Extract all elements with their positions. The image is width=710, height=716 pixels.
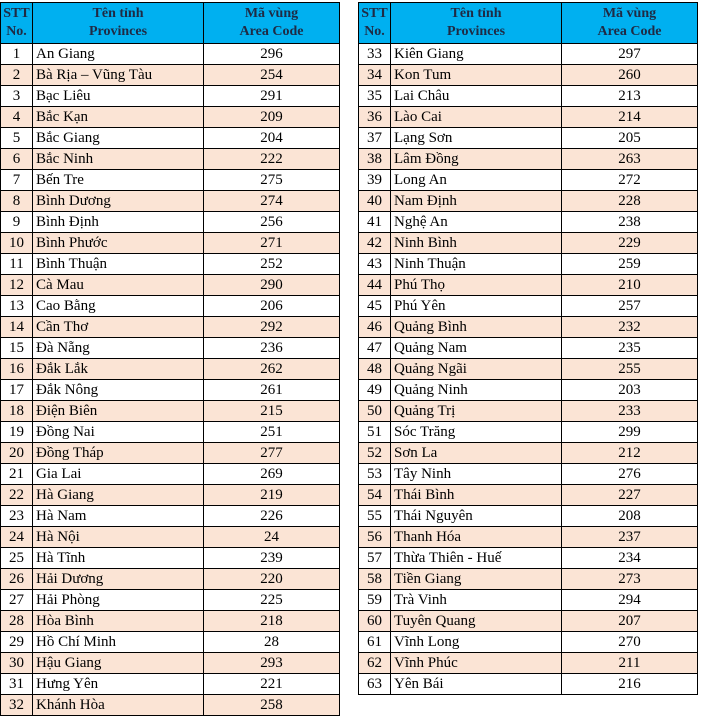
area-code: 270: [562, 632, 698, 653]
row-number: 42: [359, 233, 391, 254]
table-row: [359, 485, 698, 506]
row-number: 26: [1, 569, 33, 590]
area-code: 219: [204, 485, 340, 506]
province-name: Tây Ninh: [391, 464, 562, 485]
table-row: [359, 590, 698, 611]
province-name: Kiên Giang: [391, 44, 562, 65]
province-name: Lai Châu: [391, 86, 562, 107]
area-code: 259: [562, 254, 698, 275]
table-row: [359, 254, 698, 275]
row-number: 48: [359, 359, 391, 380]
row-number: 1: [1, 44, 33, 65]
row-number: 51: [359, 422, 391, 443]
row-number: 21: [1, 464, 33, 485]
table-row: [1, 653, 340, 674]
province-name: Sóc Trăng: [391, 422, 562, 443]
table-body-left: [1, 44, 340, 716]
row-number: 63: [359, 674, 391, 695]
row-number: 58: [359, 569, 391, 590]
area-code: 272: [562, 170, 698, 191]
table-row: [1, 44, 340, 65]
table-row: [359, 569, 698, 590]
table-row: [1, 170, 340, 191]
table-row: [1, 464, 340, 485]
row-number: 14: [1, 317, 33, 338]
table-row: [359, 191, 698, 212]
row-number: 59: [359, 590, 391, 611]
province-name: An Giang: [33, 44, 204, 65]
header-no: [1, 3, 33, 44]
province-name: Hải Phòng: [33, 590, 204, 611]
row-number: 38: [359, 149, 391, 170]
province-name: Phú Thọ: [391, 275, 562, 296]
table-row: [1, 611, 340, 632]
row-number: 49: [359, 380, 391, 401]
row-number: 53: [359, 464, 391, 485]
province-name: Hồ Chí Minh: [33, 632, 204, 653]
province-name: Cà Mau: [33, 275, 204, 296]
area-code: 222: [204, 149, 340, 170]
province-name: Hà Tĩnh: [33, 548, 204, 569]
row-number: 34: [359, 65, 391, 86]
province-name: Ninh Thuận: [391, 254, 562, 275]
area-code: 274: [204, 191, 340, 212]
row-number: 13: [1, 296, 33, 317]
row-number: 52: [359, 443, 391, 464]
province-name: Thanh Hóa: [391, 527, 562, 548]
row-number: 31: [1, 674, 33, 695]
province-name: Trà Vinh: [391, 590, 562, 611]
area-code: 254: [204, 65, 340, 86]
header-area-code: [204, 3, 340, 44]
header-code-vi: Mã vùng: [602, 6, 657, 21]
row-number: 27: [1, 590, 33, 611]
province-name: Lào Cai: [391, 107, 562, 128]
area-code: 277: [204, 443, 340, 464]
area-code: 214: [562, 107, 698, 128]
area-code: 296: [204, 44, 340, 65]
province-name: Nghệ An: [391, 212, 562, 233]
row-number: 37: [359, 128, 391, 149]
table-row: [1, 254, 340, 275]
header-province-en: Provinces: [88, 24, 148, 39]
table-row: [1, 149, 340, 170]
province-name: Sơn La: [391, 443, 562, 464]
table-row: [1, 212, 340, 233]
area-code: 299: [562, 422, 698, 443]
province-name: Nam Định: [391, 191, 562, 212]
area-code: 260: [562, 65, 698, 86]
row-number: 20: [1, 443, 33, 464]
table-row: [359, 212, 698, 233]
province-name: Phú Yên: [391, 296, 562, 317]
area-code: 204: [204, 128, 340, 149]
province-name: Quảng Trị: [391, 401, 562, 422]
table-row: [1, 695, 340, 716]
table-row: [1, 485, 340, 506]
table-header-right: [359, 3, 698, 44]
area-code: 234: [562, 548, 698, 569]
province-name: Lâm Đồng: [391, 149, 562, 170]
row-number: 8: [1, 191, 33, 212]
province-name: Vĩnh Phúc: [391, 653, 562, 674]
table-row: [1, 380, 340, 401]
area-code: 235: [562, 338, 698, 359]
table-row: [1, 338, 340, 359]
province-name: Bắc Giang: [33, 128, 204, 149]
province-name: Long An: [391, 170, 562, 191]
province-name: Quảng Nam: [391, 338, 562, 359]
area-code: 209: [204, 107, 340, 128]
table-row: [359, 527, 698, 548]
row-number: 11: [1, 254, 33, 275]
province-name: Đắk Nông: [33, 380, 204, 401]
area-code: 213: [562, 86, 698, 107]
province-name: Hải Dương: [33, 569, 204, 590]
table-row: [359, 548, 698, 569]
area-code: 262: [204, 359, 340, 380]
row-number: 9: [1, 212, 33, 233]
table-row: [359, 653, 698, 674]
area-code: 225: [204, 590, 340, 611]
area-code: 238: [562, 212, 698, 233]
row-number: 43: [359, 254, 391, 275]
province-name: Điện Biên: [33, 401, 204, 422]
area-code: 212: [562, 443, 698, 464]
area-code: 237: [562, 527, 698, 548]
area-code: 297: [562, 44, 698, 65]
row-number: 4: [1, 107, 33, 128]
area-code: 263: [562, 149, 698, 170]
area-code: 228: [562, 191, 698, 212]
table-row: [359, 443, 698, 464]
table-row: [1, 233, 340, 254]
table-row: [1, 527, 340, 548]
area-code: 291: [204, 86, 340, 107]
area-code: 269: [204, 464, 340, 485]
row-number: 22: [1, 485, 33, 506]
row-number: 40: [359, 191, 391, 212]
row-number: 36: [359, 107, 391, 128]
table-row: [1, 359, 340, 380]
table-row: [359, 170, 698, 191]
table-row: [1, 506, 340, 527]
province-name: Bình Dương: [33, 191, 204, 212]
table-row: [359, 674, 698, 695]
header-code-vi: Mã vùng: [244, 6, 299, 21]
row-number: 41: [359, 212, 391, 233]
area-code: 206: [204, 296, 340, 317]
province-name: Vĩnh Long: [391, 632, 562, 653]
table-row: [1, 632, 340, 653]
province-name: Quảng Ninh: [391, 380, 562, 401]
row-number: 62: [359, 653, 391, 674]
table-row: [359, 422, 698, 443]
area-code: 203: [562, 380, 698, 401]
area-code: 290: [204, 275, 340, 296]
table-row: [1, 590, 340, 611]
province-name: Bình Định: [33, 212, 204, 233]
area-code: 205: [562, 128, 698, 149]
province-name: Lạng Sơn: [391, 128, 562, 149]
header-no: [359, 3, 391, 44]
area-code: 236: [204, 338, 340, 359]
area-code: 220: [204, 569, 340, 590]
row-number: 17: [1, 380, 33, 401]
province-name: Thái Bình: [391, 485, 562, 506]
province-name: Hà Giang: [33, 485, 204, 506]
row-number: 2: [1, 65, 33, 86]
table-row: [1, 128, 340, 149]
header-province-en: Provinces: [446, 24, 506, 39]
province-name: Thừa Thiên - Huế: [391, 548, 562, 569]
table-row: [359, 317, 698, 338]
province-name: Yên Bái: [391, 674, 562, 695]
table-row: [359, 275, 698, 296]
header-province: [33, 3, 204, 44]
table-row: [1, 569, 340, 590]
province-name: Cần Thơ: [33, 317, 204, 338]
area-code: 211: [562, 653, 698, 674]
row-number: 47: [359, 338, 391, 359]
row-number: 60: [359, 611, 391, 632]
header-no-en: No.: [6, 24, 27, 39]
area-code: 229: [562, 233, 698, 254]
row-number: 45: [359, 296, 391, 317]
row-number: 39: [359, 170, 391, 191]
province-name: Bắc Ninh: [33, 149, 204, 170]
table-row: [359, 44, 698, 65]
province-name: Bình Thuận: [33, 254, 204, 275]
area-code: 218: [204, 611, 340, 632]
province-name: Kon Tum: [391, 65, 562, 86]
row-number: 19: [1, 422, 33, 443]
row-number: 61: [359, 632, 391, 653]
row-number: 15: [1, 338, 33, 359]
row-number: 16: [1, 359, 33, 380]
province-name: Bắc Kạn: [33, 107, 204, 128]
row-number: 18: [1, 401, 33, 422]
row-number: 10: [1, 233, 33, 254]
table-row: [359, 506, 698, 527]
header-code-en: Area Code: [597, 24, 662, 39]
table-row: [359, 86, 698, 107]
province-name: Bạc Liêu: [33, 86, 204, 107]
province-name: Thái Nguyên: [391, 506, 562, 527]
row-number: 56: [359, 527, 391, 548]
province-name: Tiền Giang: [391, 569, 562, 590]
table-row: [1, 65, 340, 86]
row-number: 50: [359, 401, 391, 422]
table-row: [359, 65, 698, 86]
table-row: [359, 338, 698, 359]
area-code: 210: [562, 275, 698, 296]
province-name: Đà Nẵng: [33, 338, 204, 359]
table-row: [1, 275, 340, 296]
province-name: Hưng Yên: [33, 674, 204, 695]
province-name: Gia Lai: [33, 464, 204, 485]
area-code: 256: [204, 212, 340, 233]
table-row: [359, 611, 698, 632]
province-name: Khánh Hòa: [33, 695, 204, 716]
province-name: Hậu Giang: [33, 653, 204, 674]
row-number: 28: [1, 611, 33, 632]
row-number: 46: [359, 317, 391, 338]
table-row: [1, 443, 340, 464]
area-code: 255: [562, 359, 698, 380]
area-code: 215: [204, 401, 340, 422]
province-name: Đắk Lắk: [33, 359, 204, 380]
table-row: [1, 548, 340, 569]
area-code: 227: [562, 485, 698, 506]
area-code: 24: [204, 527, 340, 548]
table-row: [1, 317, 340, 338]
province-name: Đồng Nai: [33, 422, 204, 443]
header-no-en: No.: [364, 24, 385, 39]
area-code: 276: [562, 464, 698, 485]
table-header-left: [1, 3, 340, 44]
row-number: 54: [359, 485, 391, 506]
row-number: 5: [1, 128, 33, 149]
row-number: 29: [1, 632, 33, 653]
province-name: Bến Tre: [33, 170, 204, 191]
header-no-vi: STT: [3, 6, 30, 21]
province-name: Ninh Bình: [391, 233, 562, 254]
province-name: Bà Rịa – Vũng Tàu: [33, 65, 204, 86]
table-row: [1, 86, 340, 107]
table-row: [359, 128, 698, 149]
province-name: Cao Bằng: [33, 296, 204, 317]
area-code: 207: [562, 611, 698, 632]
table-body-right: [359, 44, 698, 695]
province-name: Hòa Bình: [33, 611, 204, 632]
province-name: Hà Nội: [33, 527, 204, 548]
area-code: 261: [204, 380, 340, 401]
area-code: 275: [204, 170, 340, 191]
province-name: Hà Nam: [33, 506, 204, 527]
table-row: [1, 296, 340, 317]
area-code: 294: [562, 590, 698, 611]
header-no-vi: STT: [361, 6, 388, 21]
area-code: 293: [204, 653, 340, 674]
table-row: [1, 422, 340, 443]
row-number: 44: [359, 275, 391, 296]
province-name: Bình Phước: [33, 233, 204, 254]
table-row: [1, 401, 340, 422]
row-number: 32: [1, 695, 33, 716]
table-row: [359, 401, 698, 422]
table-row: [1, 191, 340, 212]
province-name: Quảng Ngãi: [391, 359, 562, 380]
row-number: 33: [359, 44, 391, 65]
area-code: 28: [204, 632, 340, 653]
area-code: 292: [204, 317, 340, 338]
row-number: 7: [1, 170, 33, 191]
row-number: 3: [1, 86, 33, 107]
table-row: [359, 464, 698, 485]
area-code: 221: [204, 674, 340, 695]
province-name: Quảng Bình: [391, 317, 562, 338]
province-table-right: [358, 2, 698, 695]
province-table-left: [0, 2, 340, 716]
province-name: Đồng Tháp: [33, 443, 204, 464]
row-number: 55: [359, 506, 391, 527]
area-code: 252: [204, 254, 340, 275]
table-row: [359, 107, 698, 128]
table-row: [359, 380, 698, 401]
area-code: 257: [562, 296, 698, 317]
row-number: 35: [359, 86, 391, 107]
area-code: 226: [204, 506, 340, 527]
table-row: [1, 107, 340, 128]
header-province-vi: Tên tỉnh: [450, 6, 502, 21]
area-code: 239: [204, 548, 340, 569]
area-code: 233: [562, 401, 698, 422]
row-number: 30: [1, 653, 33, 674]
table-row: [359, 296, 698, 317]
area-code: 216: [562, 674, 698, 695]
area-code: 251: [204, 422, 340, 443]
row-number: 25: [1, 548, 33, 569]
table-row: [359, 149, 698, 170]
province-name: Tuyên Quang: [391, 611, 562, 632]
row-number: 24: [1, 527, 33, 548]
row-number: 6: [1, 149, 33, 170]
area-code: 273: [562, 569, 698, 590]
area-code: 258: [204, 695, 340, 716]
area-code: 208: [562, 506, 698, 527]
table-row: [1, 674, 340, 695]
area-code: 271: [204, 233, 340, 254]
header-code-en: Area Code: [239, 24, 304, 39]
row-number: 57: [359, 548, 391, 569]
header-area-code: [562, 3, 698, 44]
table-row: [359, 233, 698, 254]
row-number: 12: [1, 275, 33, 296]
row-number: 23: [1, 506, 33, 527]
table-row: [359, 632, 698, 653]
header-province: [391, 3, 562, 44]
header-province-vi: Tên tỉnh: [92, 6, 144, 21]
table-row: [359, 359, 698, 380]
area-code: 232: [562, 317, 698, 338]
